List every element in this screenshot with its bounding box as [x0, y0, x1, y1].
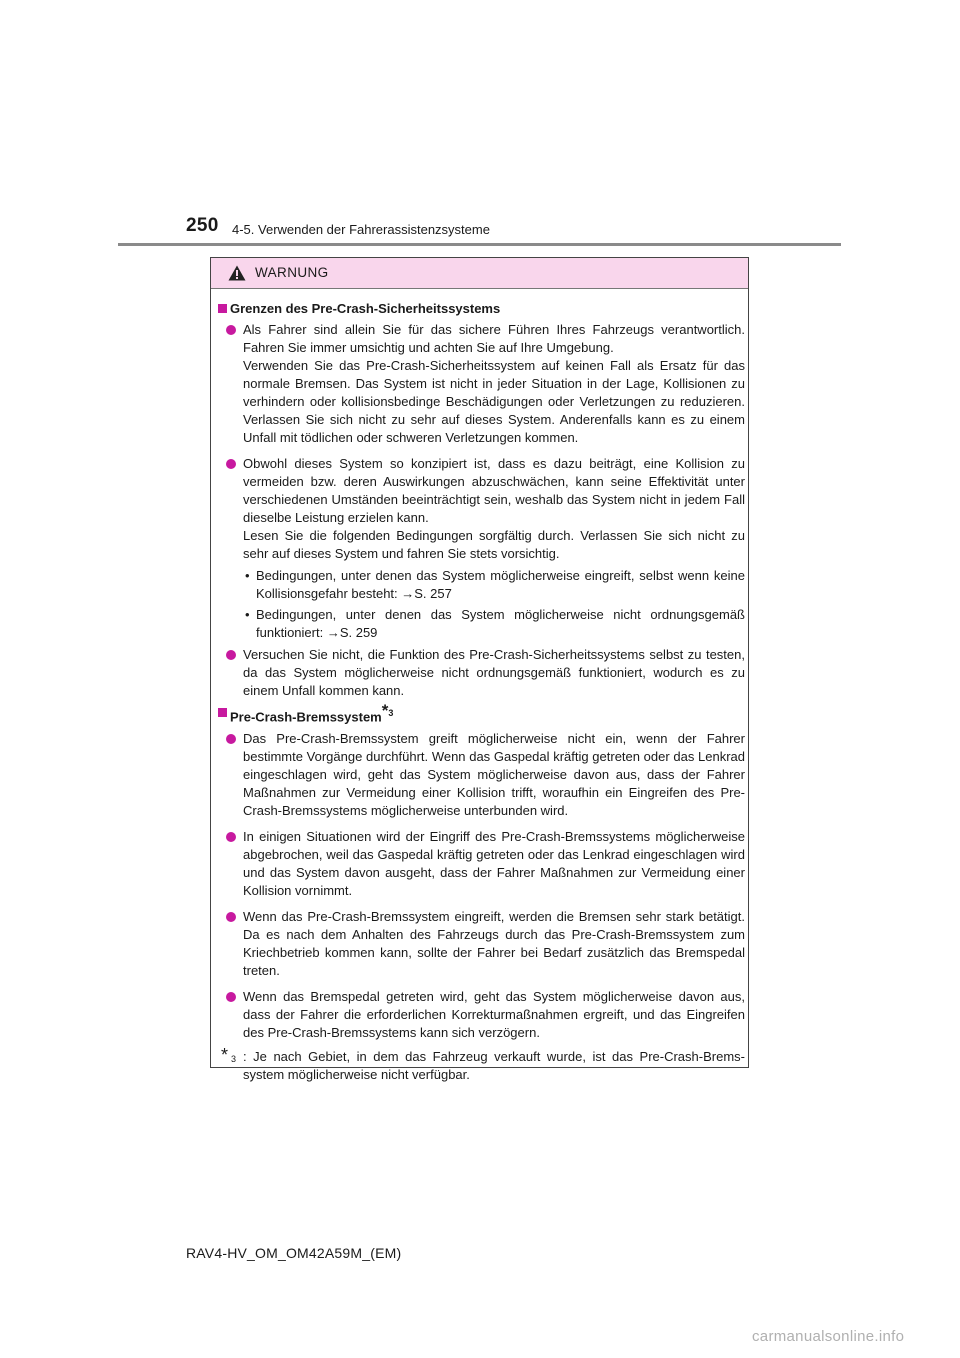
document-code: RAV4-HV_OM_OM42A59M_(EM) — [186, 1245, 402, 1261]
list-item: Wenn das Pre-Crash-Bremssystem eingreift, werden die Bremsen sehr stark betätigt. Da es nach dem Anhalten des Fahrzeugs durch das Pre-Crash-Bremssystem zum Kriechbetrieb kommen kann, sollte der Fahrer bei Bedarf zusätzlich das Bremspedal treten. — [217, 908, 745, 980]
footnote-text: : Je nach Gebiet, in dem das Fahrzeug verkauft wurde, ist das Pre-Crash-Bremssystem möglicherweise nicht verfügbar. — [243, 1049, 745, 1083]
list-item: Wenn das Bremspedal getreten wird, geht das System möglicherweise davon aus, dass der Fahrer die erforderlichen Korrekturmaßnahmen ergreift, und das Eingreifen des Pre-Crash-Bremssystems kann sich verzögern. — [217, 988, 745, 1042]
warning-box — [210, 257, 749, 1083]
section-title: 4-5. Verwenden der Fahrerassistenzsysteme — [232, 222, 490, 237]
sub-list-item: • Bedingungen, unter denen das System möglicherweise nicht ordnungsgemäß funktioniert: →S. 259 — [243, 606, 745, 642]
list-item: Versuchen Sie nicht, die Funktion des Pre-Crash-Sicherheitssystems selbst zu testen, da das System möglicherweise nicht ordnungsgemäß funktioniert, wodurch es zu einem Unfall kommen kann. — [217, 646, 745, 700]
paragraph: Lesen Sie die folgenden Bedingungen sorgfältig durch. Verlassen Sie sich nicht zu sehr auf dieses System und fahren Sie stets vorsichtig. — [243, 528, 745, 561]
sub-list-item: • Bedingungen, unter denen das System möglicherweise eingreift, selbst wenn keine Kollisionsgefahr besteht: →S. 257 — [243, 567, 745, 603]
footnote-ref: 3 — [388, 708, 394, 718]
warning-triangle-icon — [228, 265, 246, 281]
watermark: carmanualsonline.info — [752, 1328, 905, 1345]
heading-pre-crash-limits: Grenzen des Pre-Crash-Sicherheitssystems — [217, 300, 745, 318]
paragraph: Obwohl dieses System so konzipiert ist, dass es dazu beiträgt, eine Kollision zu vermeiden bzw. deren Auswirkungen abzuschwächen, kann seine Effektivität unter verschiedenen Umständen beeinträchtigt sein, weshalb das System nicht in jedem Fall dieselbe Leistung erzielen kann. — [243, 456, 745, 525]
footnote-number: 3 — [231, 1054, 237, 1065]
footnote — [217, 1045, 745, 1084]
list-item — [217, 321, 745, 447]
list-item: In einigen Situationen wird der Eingriff des Pre-Crash-Bremssystems möglicherweise abgebrochen, weil das Gaspedal kräftig getreten oder das Lenkrad eingeschlagen wird und das System davon ausgeht, dass der Fahrer Maßnahmen zur Vermeidung einer Kollision vornimmt. — [217, 828, 745, 900]
footnote-asterisk: * — [221, 1045, 229, 1066]
warning-content — [217, 300, 745, 1084]
list-item: Das Pre-Crash-Bremssystem greift möglicherweise nicht ein, wenn der Fahrer bestimmte Vorgänge durchführt. Wenn das Gaspedal kräftig getreten oder das Lenkrad eingeschlagen wird, geht das System möglicherweise davon aus, dass der Fahrer Maßnahmen zur Vermeidung einer Kollision trifft, woraufhin ein Eingreifen des Pre-Crash-Bremssystems möglicherweise unterbunden wird. — [217, 730, 745, 820]
warning-title: WARNUNG — [255, 265, 329, 280]
heading-text: Pre-Crash-Bremssystem — [230, 709, 382, 725]
paragraph: Als Fahrer sind allein Sie für das sichere Führen Ihres Fahrzeugs verantwortlich. Fahren Sie immer umsichtig und achten Sie auf Ihre Umgebung. — [243, 322, 745, 355]
heading-pre-crash-brake — [217, 701, 745, 726]
list-item — [217, 455, 745, 563]
paragraph: Verwenden Sie das Pre-Crash-Sicherheitssystem auf keinen Fall als Ersatz für das normale Bremsen. Das System ist nicht in jeder Situation in der Lage, Kollisionen zu verhindern oder kollisionsbedinge Beschädigungen oder Verletzungen zu reduzieren. Verlassen Sie sich nicht zu sehr auf dieses System. Anderenfalls kann es zu einem Unfall mit tödlichen oder schweren Verletzungen kommen. — [243, 358, 745, 445]
header-rule — [118, 243, 841, 246]
page-number: 250 — [186, 215, 219, 236]
footnote-asterisk: * — [381, 701, 389, 720]
warning-header — [211, 258, 748, 289]
